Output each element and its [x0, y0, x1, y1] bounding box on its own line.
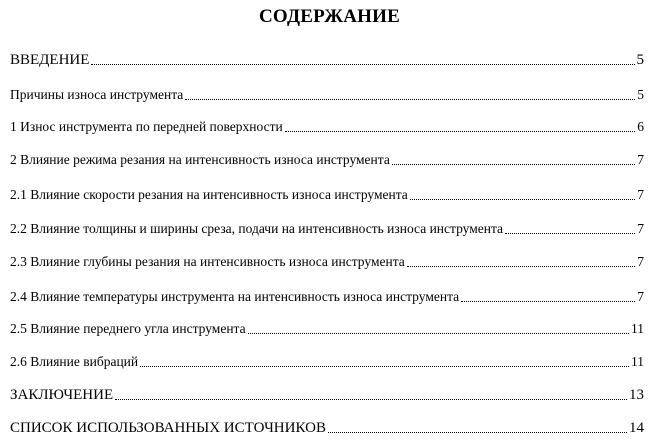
- dot-leader: [461, 301, 635, 302]
- toc-entry-section-2-1[interactable]: [10, 186, 644, 204]
- dot-leader: [185, 99, 635, 100]
- toc-entry-section-2-3[interactable]: [10, 253, 644, 271]
- dot-leader: [410, 199, 635, 200]
- dot-leader: [91, 64, 634, 65]
- toc-entry-title: СПИСОК ИСПОЛЬЗОВАННЫХ ИСТОЧНИКОВ: [10, 420, 326, 436]
- toc-entry-page: 13: [629, 387, 644, 403]
- toc-entry-title: 2.5 Влияние переднего угла инструмента: [10, 321, 246, 336]
- toc-entry-section-2-6[interactable]: [10, 353, 644, 371]
- toc-entry-section-1[interactable]: [10, 118, 644, 136]
- toc-entry-page: 7: [637, 221, 644, 236]
- toc-entry-title: ЗАКЛЮЧЕНИЕ: [10, 387, 114, 403]
- toc-entry-section-2-4[interactable]: [10, 288, 644, 306]
- toc-entry-title: 1 Износ инструмента по передней поверхности: [10, 119, 283, 134]
- dot-leader: [115, 399, 627, 400]
- dot-leader: [248, 333, 629, 334]
- toc-entry-title: Причины износа инструмента: [10, 87, 184, 102]
- toc-entry-page: 11: [631, 354, 644, 369]
- toc-entry-title: ВВЕДЕНИЕ: [10, 52, 90, 68]
- toc-entry-page: 6: [637, 119, 644, 134]
- toc-entry-title: 2.6 Влияние вибраций: [10, 354, 139, 369]
- toc-entry-title: 2.3 Влияние глубины резания на интенсивность износа инструмента: [10, 254, 405, 269]
- toc-entry-section-2[interactable]: [10, 151, 644, 169]
- toc-entry-page: 14: [629, 420, 644, 436]
- toc-entry-causes[interactable]: [10, 86, 644, 104]
- toc-entry-section-2-5[interactable]: [10, 320, 644, 338]
- toc-entry-section-2-2[interactable]: [10, 220, 644, 238]
- dot-leader: [328, 432, 627, 433]
- toc-entry-title: 2 Влияние режима резания на интенсивность износа инструмента: [10, 152, 390, 167]
- dot-leader: [285, 131, 636, 132]
- toc-entry-page: 7: [637, 152, 644, 167]
- toc-entry-title: 2.1 Влияние скорости резания на интенсивность износа инструмента: [10, 187, 408, 202]
- toc-entry-page: 11: [631, 321, 644, 336]
- dot-leader: [407, 266, 635, 267]
- toc-entry-title: 2.2 Влияние толщины и ширины среза, подачи на интенсивность износа инструмента: [10, 221, 504, 236]
- dot-leader: [140, 366, 629, 367]
- toc-entry-references[interactable]: [10, 419, 644, 437]
- toc-entry-page: 7: [637, 254, 644, 269]
- dot-leader: [392, 164, 635, 165]
- toc-entry-page: 7: [637, 187, 644, 202]
- dot-leader: [505, 233, 635, 234]
- page-title: СОДЕРЖАНИЕ: [259, 6, 400, 27]
- toc-entry-title: 2.4 Влияние температуры инструмента на интенсивность износа инструмента: [10, 289, 460, 304]
- toc-entry-page: 5: [637, 87, 644, 102]
- toc-entry-page: 7: [637, 289, 644, 304]
- toc-entry-introduction[interactable]: [10, 51, 644, 69]
- toc-entry-page: 5: [636, 52, 644, 68]
- toc-entry-conclusion[interactable]: [10, 386, 644, 404]
